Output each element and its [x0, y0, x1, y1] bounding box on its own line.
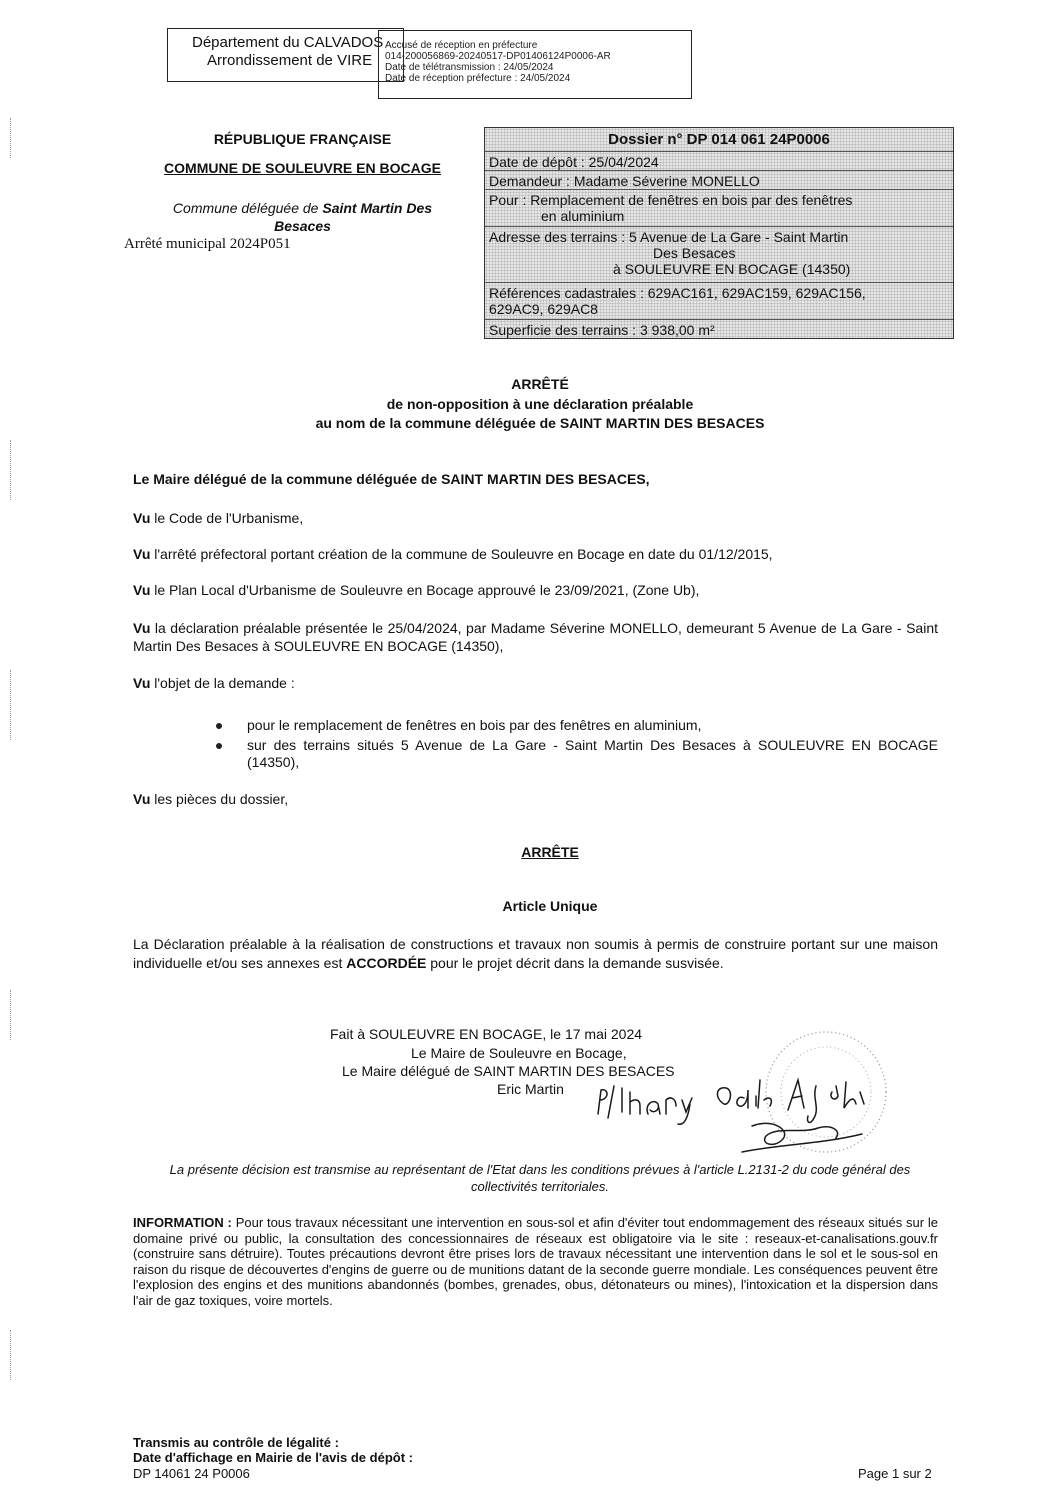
vu-paragraph — [133, 619, 938, 655]
scan-margin-mark — [10, 1330, 11, 1380]
maire-delegue-title: Le Maire délégué de SAINT MARTIN DES BESACES — [342, 1063, 675, 1079]
demandeur: Demandeur : Madame Séverine MONELLO — [489, 173, 760, 189]
decision-text: pour le projet décrit dans la demande susvisée. — [426, 955, 724, 971]
dossier-row — [485, 170, 953, 189]
arrete-title: ARRÊTÉ — [511, 376, 569, 392]
page-number: Page 1 sur 2 — [858, 1466, 932, 1481]
vu-text: l'arrêté préfectoral portant création de la commune de Souleuvre en Bocage en date du 01/12/2015, — [150, 546, 773, 562]
bullet-list — [214, 717, 938, 771]
cadastre-line: 629AC9, 629AC8 — [489, 301, 598, 317]
vu-text: l'objet de la demande : — [150, 675, 295, 691]
list-item-text: sur des terrains situés 5 Avenue de La Gare - Saint Martin Des Besaces à SOULEUVRE EN BOCAGE (14350), — [247, 737, 938, 770]
vu-paragraph — [133, 510, 303, 527]
stamp-line: Date de réception préfecture : 24/05/2024 — [385, 73, 571, 84]
department-box — [167, 28, 404, 82]
vu-text: le Plan Local d'Urbanisme de Souleuvre en Bocage approuvé le 23/09/2021, (Zone Ub), — [150, 582, 700, 598]
arrete-reference: Arrêté municipal 2024P051 — [124, 236, 291, 252]
republic-heading: RÉPUBLIQUE FRANÇAISE — [213, 131, 392, 147]
list-item-text: pour le remplacement de fenêtres en bois par des fenêtres en aluminium, — [247, 717, 702, 733]
dossier-box — [484, 127, 954, 339]
cadastre-line: Références cadastrales : 629AC161, 629AC159, 629AC156, — [489, 285, 866, 301]
superficie: Superficie des terrains : 3 938,00 m² — [489, 322, 715, 338]
decision-paragraph — [133, 935, 938, 973]
arrete-subtitle: au nom de la commune déléguée de SAINT MARTIN DES BESACES — [315, 415, 765, 431]
dossier-number: Dossier n° DP 014 061 24P0006 — [608, 131, 830, 148]
scan-margin-mark — [10, 990, 11, 1040]
delegated-prefix: Commune déléguée de — [172, 200, 323, 216]
bullet-icon — [216, 743, 222, 749]
vu-word: Vu — [133, 546, 151, 562]
dossier-row — [485, 189, 953, 224]
dossier-row — [485, 282, 953, 317]
delegated-name: Saint Martin Des Besaces — [274, 200, 433, 234]
information-label: INFORMATION : — [133, 1215, 232, 1230]
stamp-text — [385, 40, 611, 84]
transmission-notice: La présente décision est transmise au représentant de l'Etat dans les conditions prévues à l'article L.2131-2 du code général des collectivités territoriales. — [169, 1162, 911, 1194]
adresse-line: Adresse des terrains : 5 Avenue de La Gare - Saint Martin — [489, 229, 849, 245]
commune-heading: COMMUNE DE SOULEUVRE EN BOCAGE — [164, 160, 441, 176]
scan-margin-mark — [10, 440, 11, 500]
bullet-icon — [216, 723, 222, 729]
scan-margin-mark — [10, 670, 11, 740]
objet-line: Pour : Remplacement de fenêtres en bois par des fenêtres — [489, 192, 853, 208]
dossier-row — [485, 151, 953, 170]
arrondissement-line: Arrondissement de VIRE — [207, 52, 373, 69]
arrete-heading: ARRÊTE — [521, 844, 579, 860]
scan-margin-mark — [10, 118, 11, 158]
objet-line: en aluminium — [541, 208, 625, 224]
information-text: Pour tous travaux nécessitant une intervention en sous-sol et afin d'éviter tout endommagement des réseaux situés sur le domaine privé ou public, la consultation des concessionnaires de réseaux est obligatoire via le site : reseaux-et-canalisations.gouv.fr (construire sans détruire). Toutes précautions devront être prises lors de travaux nécessitant une intervention dans le sol et le sous-sol en raison du risque de découvertes d'engins de guerre ou de munitions datant de la seconde guerre mondiale. Les conséquences peuvent être l'explosion des engins et des munitions abandonnés (bombes, grenades, obus, détonateurs ou mines), l'intoxication et la dispersion dans l'air de gaz toxiques, voire mortels. — [133, 1215, 938, 1308]
adresse-line: Des Besaces — [653, 245, 736, 261]
vu-word: Vu — [133, 675, 151, 691]
fait-a: Fait à SOULEUVRE EN BOCAGE, le 17 mai 2024 — [330, 1026, 643, 1042]
vu-paragraph — [133, 791, 288, 808]
delegated-commune — [150, 199, 455, 235]
vu-word: Vu — [133, 791, 151, 807]
dossier-row — [485, 226, 953, 277]
vu-text: la déclaration préalable présentée le 25/04/2024, par Madame Séverine MONELLO, demeurant 5 Avenue de La Gare - Saint Martin Des Besaces à SOULEUVRE EN BOCAGE (14350), — [133, 620, 938, 654]
decision-verdict: ACCORDÉE — [346, 955, 427, 971]
department-line: Département du CALVADOS — [192, 34, 384, 51]
footer-affichage: Date d'affichage en Mairie de l'avis de dépôt : — [133, 1450, 413, 1465]
signatory-name: Eric Martin — [497, 1081, 564, 1097]
vu-word: Vu — [133, 620, 151, 636]
vu-paragraph — [133, 675, 295, 692]
list-item — [214, 717, 938, 734]
handwritten-signature — [592, 1068, 892, 1158]
vu-text: les pièces du dossier, — [150, 791, 289, 807]
decision-text: La Déclaration préalable à la réalisation de constructions et travaux non soumis à permis de construire portant sur une maison individuelle et/ou ses annexes est — [133, 936, 938, 971]
maire-delegue: Le Maire délégué de la commune déléguée de SAINT MARTIN DES BESACES, — [133, 471, 650, 487]
information-paragraph — [133, 1215, 938, 1308]
stamp-line: Accusé de réception en préfecture — [385, 40, 538, 51]
vu-paragraph — [133, 582, 699, 599]
footer-reference: DP 14061 24 P0006 — [133, 1466, 250, 1481]
vu-word: Vu — [133, 510, 151, 526]
vu-word: Vu — [133, 582, 151, 598]
stamp-line: Date de télétransmission : 24/05/2024 — [385, 62, 554, 73]
adresse-line: à SOULEUVRE EN BOCAGE (14350) — [613, 261, 851, 277]
stamp-line: 014-200056869-20240517-DP01406124P0006-AR — [385, 51, 611, 62]
reception-stamp — [378, 30, 692, 99]
article-heading: Article Unique — [502, 898, 598, 914]
maire-title: Le Maire de Souleuvre en Bocage, — [411, 1045, 627, 1061]
vu-text: le Code de l'Urbanisme, — [150, 510, 304, 526]
date-depot: Date de dépôt : 25/04/2024 — [489, 154, 659, 170]
dossier-row — [485, 319, 953, 338]
vu-paragraph — [133, 546, 773, 563]
arrete-subtitle: de non-opposition à une déclaration préalable — [386, 396, 694, 412]
footer-legality: Transmis au contrôle de légalité : — [133, 1435, 339, 1450]
list-item — [214, 737, 938, 771]
